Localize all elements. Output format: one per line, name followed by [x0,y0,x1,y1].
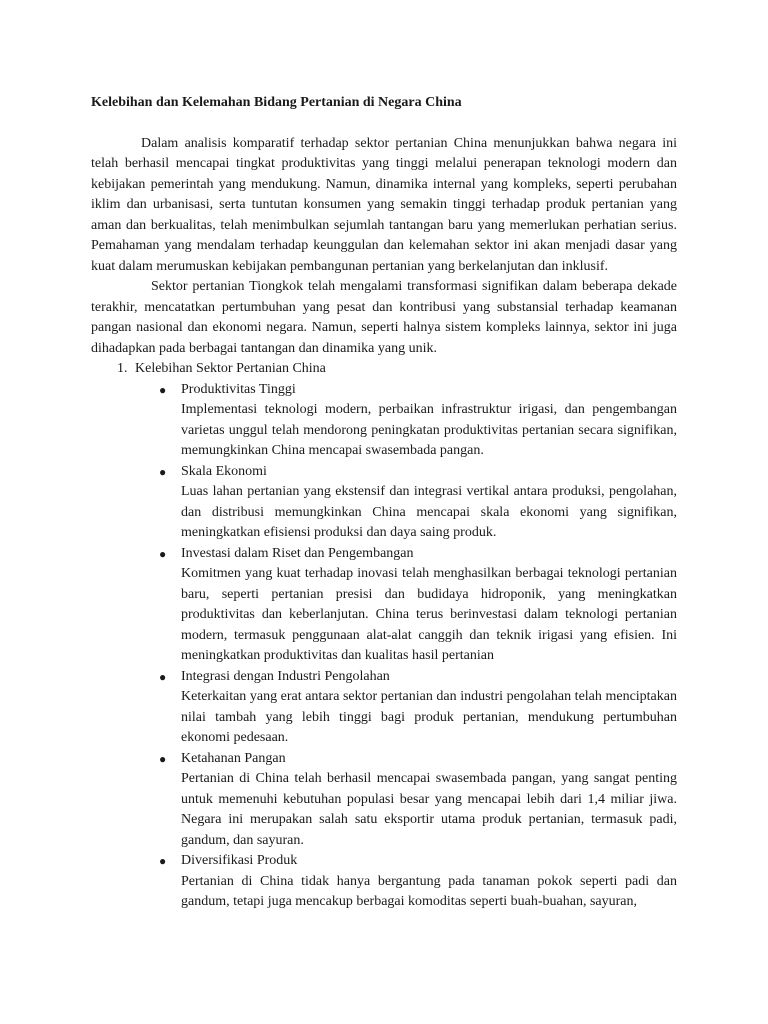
bullet-icon: ● [159,546,167,561]
bullet-title: Ketahanan Pangan [181,750,286,766]
bullet-body: Keterkaitan yang erat antara sektor pertanian dan industri pengolahan telah menciptakan nilai tambah yang lebih tinggi bagi produk pertanian, mendukung pertumbuhan ekonomi pedesaan. [181,689,677,745]
bullet-body: Luas lahan pertanian yang ekstensif dan integrasi vertikal antara produksi, pengolahan, dan distribusi memungkinkan China mencapai skala ekonomi yang signifikan, meningkatkan efisiensi produksi dan daya saing produk. [181,484,677,540]
bullet-icon: ● [159,464,167,479]
bullet-icon: ● [159,751,167,766]
bullet-title: Skala Ekonomi [181,463,267,479]
section-advantages [91,359,677,913]
list-item [91,462,677,544]
bullet-title: Diversifikasi Produk [181,853,298,868]
bullet-body: Komitmen yang kuat terhadap inovasi telah menghasilkan berbagai teknologi pertanian baru, seperti pertanian presisi dan budidaya hidroponik, yang meningkatkan produktivitas dan keberlanjutan. China terus berinvestasi dalam teknologi pertanian modern, termasuk penggunaan alat-alat canggih dan teknik irigasi yang efisien. Ini meningkatkan produktivitas dan kualitas hasil pertanian [181,566,677,663]
bullet-title: Integrasi dengan Industri Pengolahan [181,668,390,684]
bullet-title: Produktivitas Tinggi [181,381,296,397]
bullet-icon: ● [159,669,167,684]
list-item [91,851,677,913]
section-heading [91,359,677,380]
bullet-icon: ● [159,382,167,397]
list-item [91,380,677,462]
section-heading-text: Kelebihan Sektor Pertanian China [135,361,326,376]
list-item [91,749,677,852]
bullet-body: Implementasi teknologi modern, perbaikan infrastruktur irigasi, dan pengembangan varietas unggul telah mendorong peningkatan produktivitas pertanian secara signifikan, memungkinkan China mencapai swasembada pangan. [181,402,677,458]
document-page [91,93,677,913]
context-paragraph: Sektor pertanian Tiongkok telah mengalami transformasi signifikan dalam beberapa dekade terakhir, mencatatkan pertumbuhan yang pesat dan kontribusi yang substansial terhadap keamanan pangan nasional dan ekonomi negara. Namun, seperti halnya sistem kompleks lainnya, sektor ini juga dihadapkan pada berbagai tantangan dan dinamika yang unik. [91,279,677,356]
list-item [91,544,677,667]
advantages-list [91,380,677,913]
document-title: Kelebihan dan Kelemahan Bidang Pertanian di Negara China [91,95,462,110]
bullet-title: Investasi dalam Riset dan Pengembangan [181,545,414,561]
intro-paragraph: Dalam analisis komparatif terhadap sektor pertanian China menunjukkan bahwa negara ini telah berhasil mencapai tingkat produktivitas yang tinggi melalui penerapan teknologi modern dan kebijakan pemerintah yang mendukung. Namun, dinamika internal yang kompleks, seperti perubahan iklim dan urbanisasi, serta tuntutan konsumen yang semakin tinggi terhadap produk pertanian yang aman dan berkualitas, telah menimbulkan sejumlah tantangan baru yang memerlukan perhatian serius. Pemahaman yang mendalam terhadap keunggulan dan kelemahan sektor ini akan menjadi dasar yang kuat dalam merumuskan kebijakan pembangunan pertanian yang berkelanjutan dan inklusif. [91,135,677,274]
bullet-body: Pertanian di China telah berhasil mencapai swasembada pangan, yang sangat penting untuk memenuhi kebutuhan populasi besar yang mencapai lebih dari 1,4 miliar jiwa. Negara ini merupakan salah satu eksportir utama produk pertanian, termasuk padi, gandum, dan sayuran. [181,771,677,848]
section-number: 1. [117,361,128,376]
bullet-body: Pertanian di China tidak hanya bergantung pada tanaman pokok seperti padi dan gandum, tetapi juga mencakup berbagai komoditas seperti buah-buahan, sayuran, [181,873,677,909]
list-item [91,667,677,749]
bullet-icon: ● [159,854,167,868]
